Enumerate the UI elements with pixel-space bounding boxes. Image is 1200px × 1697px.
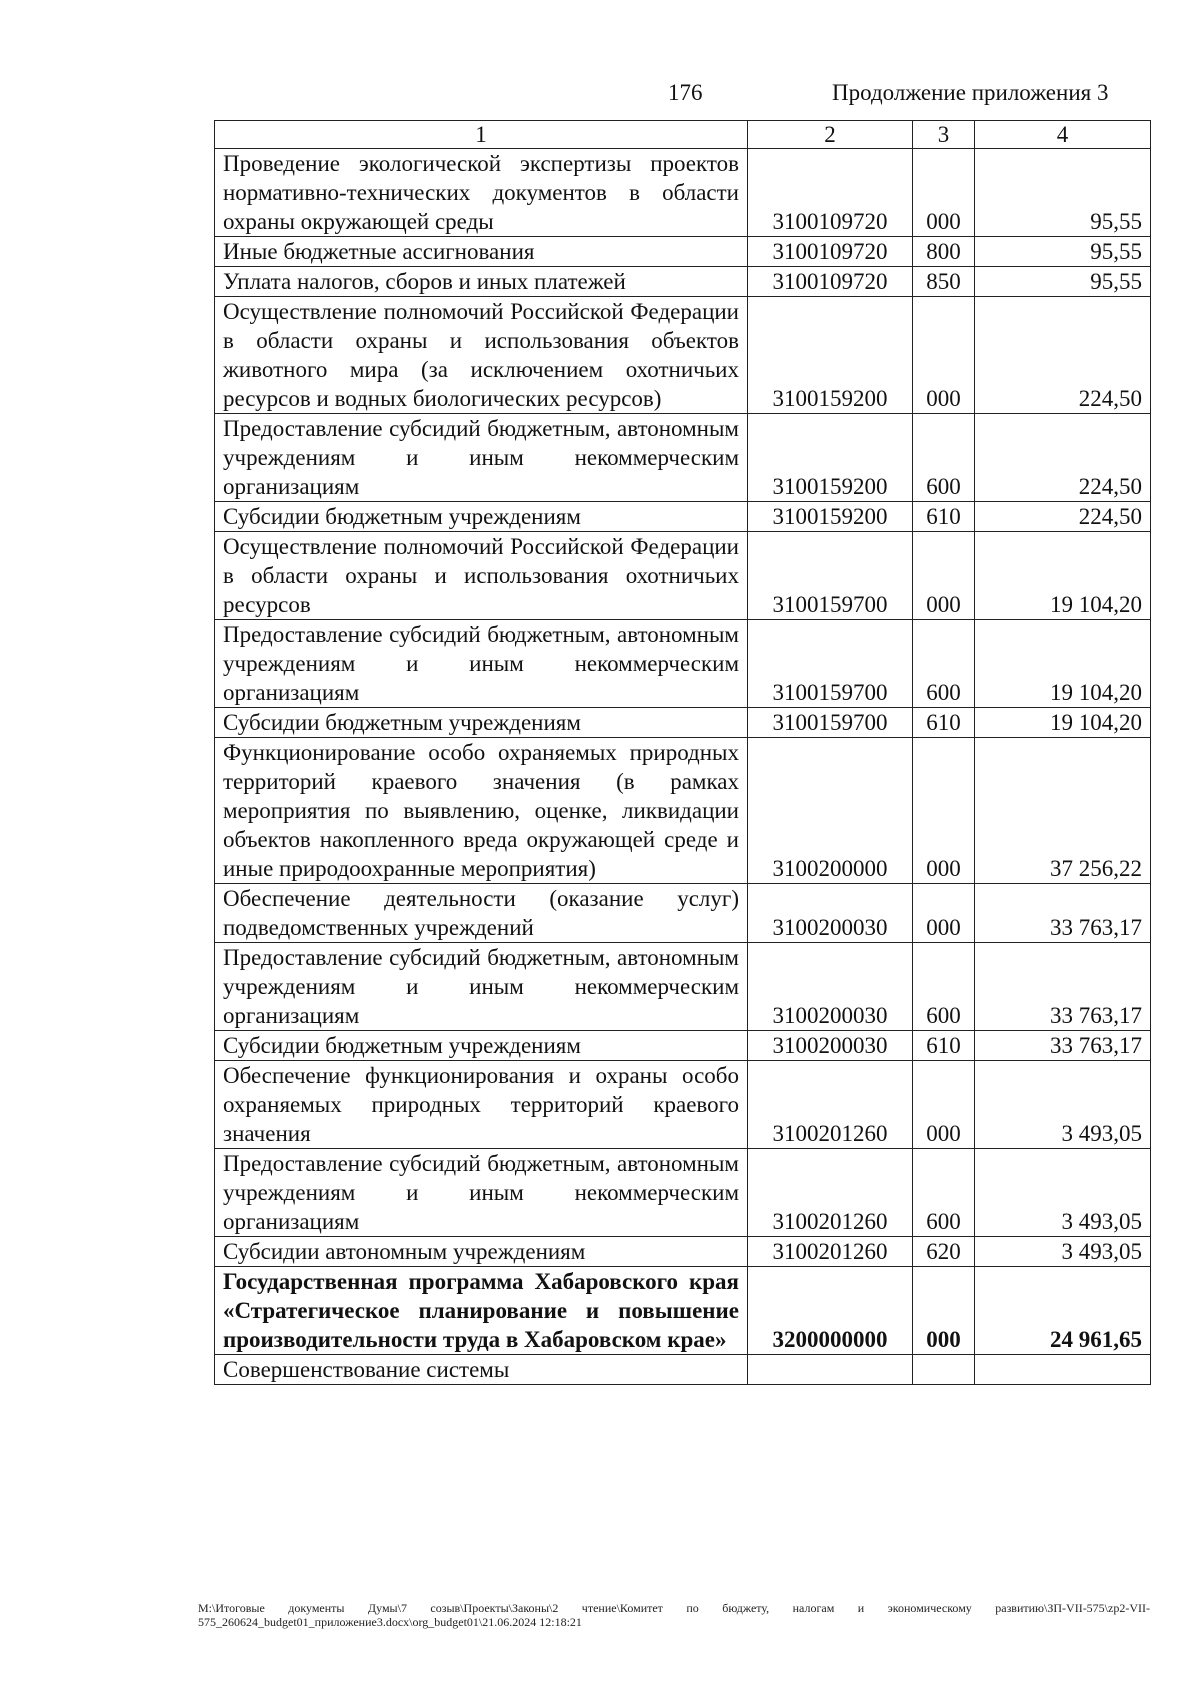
page-number: 176 [668, 80, 703, 105]
row-code-cell: 3100109720 [748, 149, 913, 237]
row-name-cell: Предоставление субсидий бюджетным, автономным учреждениям и иным некоммерческим организациям [215, 943, 748, 1031]
row-sum-cell: 224,50 [975, 297, 1151, 414]
table-row [215, 297, 1151, 414]
row-kvr-cell: 850 [913, 267, 975, 297]
row-name-cell: Обеспечение функционирования и охраны особо охраняемых природных территорий краевого значения [215, 1061, 748, 1149]
continuation-label: Продолжение приложения 3 [832, 80, 1109, 105]
row-kvr-cell [913, 1355, 975, 1385]
row-kvr-cell: 000 [913, 1061, 975, 1149]
row-kvr-cell: 000 [913, 884, 975, 943]
table-row [215, 502, 1151, 532]
row-kvr-cell: 610 [913, 1031, 975, 1061]
table-row [215, 738, 1151, 884]
row-code-cell [748, 1355, 913, 1385]
row-code-cell: 3100159700 [748, 620, 913, 708]
table-row [215, 1355, 1151, 1385]
row-code-cell: 3100200030 [748, 943, 913, 1031]
table-row [215, 884, 1151, 943]
table-row [215, 943, 1151, 1031]
row-code-cell: 3100159200 [748, 297, 913, 414]
row-code-cell: 3100201260 [748, 1061, 913, 1149]
footer-file-path: M:\Итоговые документы Думы\7 созыв\Проекты\Законы\2 чтение\Комитет по бюджету, налогам и экономическому развитию\ЗП-VII-575\zp2-VII-575_260624_budget01_приложение3.docx\org_budget01\21.06.2024 12:18:21 [198, 1601, 1150, 1629]
row-name-cell: Субсидии автономным учреждениям [215, 1237, 748, 1267]
row-name-cell: Осуществление полномочий Российской Федерации в области охраны и использования охотничьих ресурсов [215, 532, 748, 620]
table-row [215, 414, 1151, 502]
row-code-cell: 3100200030 [748, 884, 913, 943]
row-code-cell: 3100109720 [748, 237, 913, 267]
row-name-cell: Проведение экологической экспертизы проектов нормативно-технических документов в области охраны окружающей среды [215, 149, 748, 237]
row-code-cell: 3100200030 [748, 1031, 913, 1061]
row-sum-cell: 33 763,17 [975, 1031, 1151, 1061]
row-sum-cell: 3 493,05 [975, 1237, 1151, 1267]
row-sum-cell: 33 763,17 [975, 943, 1151, 1031]
row-name-cell: Предоставление субсидий бюджетным, автономным учреждениям и иным некоммерческим организациям [215, 620, 748, 708]
row-kvr-cell: 000 [913, 1267, 975, 1355]
row-sum-cell: 224,50 [975, 502, 1151, 532]
row-code-cell: 3100201260 [748, 1237, 913, 1267]
row-kvr-cell: 600 [913, 414, 975, 502]
row-sum-cell: 19 104,20 [975, 532, 1151, 620]
row-name-cell: Субсидии бюджетным учреждениям [215, 502, 748, 532]
row-kvr-cell: 000 [913, 532, 975, 620]
row-code-cell: 3200000000 [748, 1267, 913, 1355]
row-kvr-cell: 000 [913, 149, 975, 237]
row-code-cell: 3100159700 [748, 532, 913, 620]
row-code-cell: 3100159200 [748, 502, 913, 532]
row-name-cell: Предоставление субсидий бюджетным, автономным учреждениям и иным некоммерческим организациям [215, 414, 748, 502]
row-name-cell: Уплата налогов, сборов и иных платежей [215, 267, 748, 297]
row-name-cell: Осуществление полномочий Российской Федерации в области охраны и использования объектов животного мира (за исключением охотничьих ресурсов и водных биологических ресурсов) [215, 297, 748, 414]
row-sum-cell: 33 763,17 [975, 884, 1151, 943]
table-row [215, 1031, 1151, 1061]
row-name-cell: Функционирование особо охраняемых природных территорий краевого значения (в рамках мероприятия по выявлению, оценке, ликвидации объектов накопленного вреда окружающей среде и иные природоохранные мероприятия) [215, 738, 748, 884]
table-header-row [215, 121, 1151, 149]
column-header-2: 2 [748, 121, 913, 149]
row-name-cell: Субсидии бюджетным учреждениям [215, 708, 748, 738]
row-code-cell: 3100159700 [748, 708, 913, 738]
row-name-cell: Предоставление субсидий бюджетным, автономным учреждениям и иным некоммерческим организациям [215, 1149, 748, 1237]
row-sum-cell: 19 104,20 [975, 708, 1151, 738]
table-row [215, 149, 1151, 237]
table-row [215, 532, 1151, 620]
table-body [215, 149, 1151, 1385]
row-kvr-cell: 000 [913, 297, 975, 414]
row-sum-cell: 95,55 [975, 267, 1151, 297]
row-name-cell: Государственная программа Хабаровского края «Стратегическое планирование и повышение производительности труда в Хабаровском крае» [215, 1267, 748, 1355]
row-kvr-cell: 610 [913, 502, 975, 532]
row-sum-cell: 24 961,65 [975, 1267, 1151, 1355]
row-sum-cell: 3 493,05 [975, 1149, 1151, 1237]
table-row [215, 1267, 1151, 1355]
budget-table [214, 120, 1151, 1385]
row-name-cell: Субсидии бюджетным учреждениям [215, 1031, 748, 1061]
row-sum-cell: 224,50 [975, 414, 1151, 502]
row-kvr-cell: 610 [913, 708, 975, 738]
table-row [215, 620, 1151, 708]
row-sum-cell: 95,55 [975, 237, 1151, 267]
table-row [215, 1061, 1151, 1149]
row-code-cell: 3100159200 [748, 414, 913, 502]
column-header-4: 4 [975, 121, 1151, 149]
row-sum-cell: 19 104,20 [975, 620, 1151, 708]
row-name-cell: Иные бюджетные ассигнования [215, 237, 748, 267]
table-row [215, 237, 1151, 267]
row-kvr-cell: 600 [913, 1149, 975, 1237]
table-row [215, 708, 1151, 738]
row-name-cell: Совершенствование системы [215, 1355, 748, 1385]
row-name-cell: Обеспечение деятельности (оказание услуг) подведомственных учреждений [215, 884, 748, 943]
column-header-3: 3 [913, 121, 975, 149]
row-code-cell: 3100109720 [748, 267, 913, 297]
row-kvr-cell: 600 [913, 943, 975, 1031]
row-code-cell: 3100200000 [748, 738, 913, 884]
row-kvr-cell: 600 [913, 620, 975, 708]
row-sum-cell [975, 1355, 1151, 1385]
row-kvr-cell: 800 [913, 237, 975, 267]
column-header-1: 1 [215, 121, 748, 149]
page-header [0, 72, 1200, 112]
table-row [215, 1149, 1151, 1237]
row-code-cell: 3100201260 [748, 1149, 913, 1237]
row-sum-cell: 37 256,22 [975, 738, 1151, 884]
row-kvr-cell: 000 [913, 738, 975, 884]
row-kvr-cell: 620 [913, 1237, 975, 1267]
row-sum-cell: 95,55 [975, 149, 1151, 237]
table-row [215, 1237, 1151, 1267]
table-row [215, 267, 1151, 297]
row-sum-cell: 3 493,05 [975, 1061, 1151, 1149]
